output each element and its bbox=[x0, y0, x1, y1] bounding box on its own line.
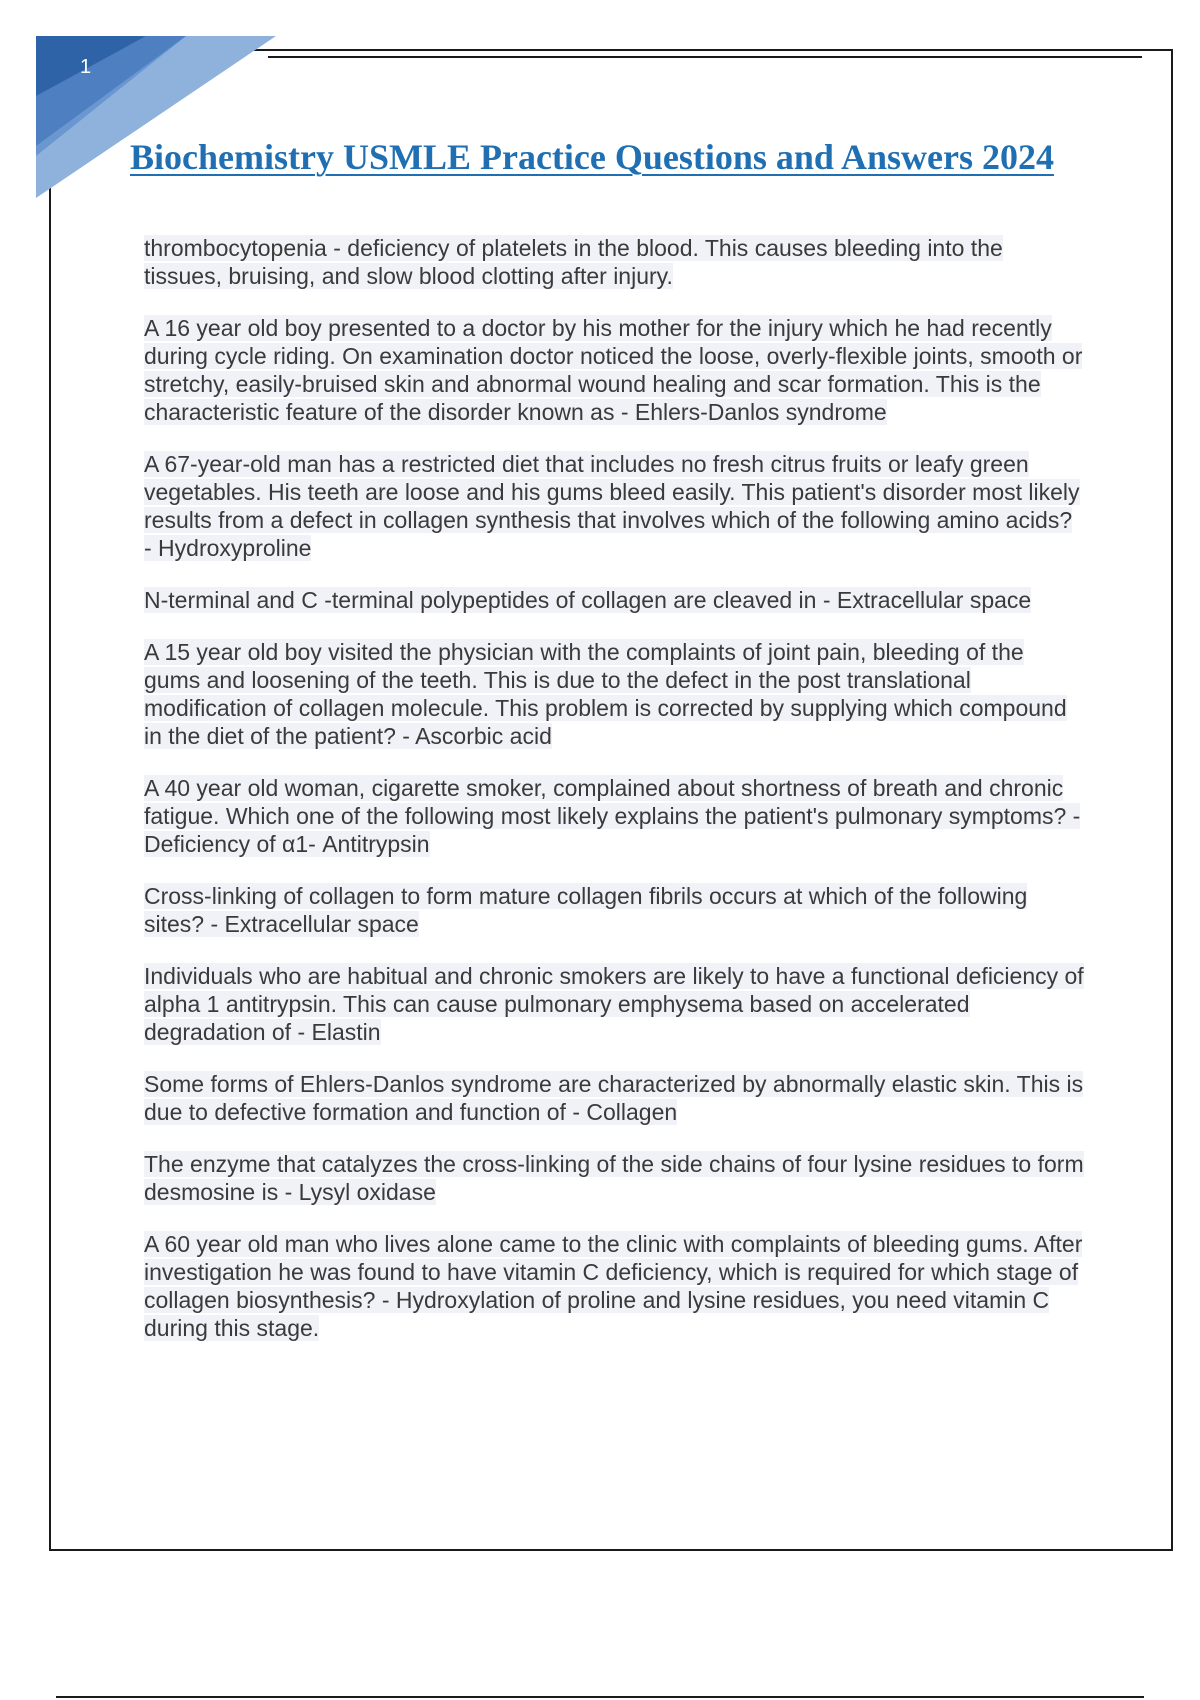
qa-item bbox=[144, 774, 1084, 858]
qa-item bbox=[144, 586, 1084, 614]
qa-text: N-terminal and C -terminal polypeptides of collagen are cleaved in - Extracellular space bbox=[144, 587, 1032, 613]
header-rule bbox=[268, 56, 1142, 58]
qa-text: A 16 year old boy presented to a doctor by his mother for the injury which he had recently during cycle riding. On examination doctor noticed the loose, overly-flexible joints, smooth or stretchy, easily-bruised skin and abnormal wound healing and scar formation. This is the characteristic feature of the disorder known as - Ehlers-Danlos syndrome bbox=[144, 315, 1083, 425]
qa-list bbox=[144, 234, 1084, 1366]
qa-text: A 67-year-old man has a restricted diet that includes no fresh citrus fruits or leafy green vegetables. His teeth are loose and his gums bleed easily. This patient's disorder most likely results from a defect in collagen synthesis that involves which of the following amino acids? - Hydroxyproline bbox=[144, 451, 1080, 561]
qa-item bbox=[144, 1070, 1084, 1126]
qa-item bbox=[144, 1230, 1084, 1342]
qa-item bbox=[144, 1150, 1084, 1206]
qa-item bbox=[144, 882, 1084, 938]
qa-text: Some forms of Ehlers-Danlos syndrome are characterized by abnormally elastic skin. This is due to defective formation and function of - Collagen bbox=[144, 1071, 1084, 1125]
qa-item bbox=[144, 314, 1084, 426]
qa-text: thrombocytopenia - deficiency of platelets in the blood. This causes bleeding into the tissues, bruising, and slow blood clotting after injury. bbox=[144, 235, 1003, 289]
qa-text: Cross-linking of collagen to form mature collagen fibrils occurs at which of the following sites? - Extracellular space bbox=[144, 883, 1028, 937]
page-title: Biochemistry USMLE Practice Questions and Answers 2024 bbox=[130, 137, 1054, 177]
qa-item bbox=[144, 638, 1084, 750]
page-number: 1 bbox=[80, 56, 92, 78]
qa-text: A 15 year old boy visited the physician with the complaints of joint pain, bleeding of the gums and loosening of the teeth. This is due to the defect in the post translational modification of collagen molecule. This problem is corrected by supplying which compound in the diet of the patient? - Ascorbic acid bbox=[144, 639, 1067, 749]
qa-text: A 40 year old woman, cigarette smoker, complained about shortness of breath and chronic fatigue. Which one of the following most likely explains the patient's pulmonary symptoms? - Deficiency of α1- Antitrypsin bbox=[144, 775, 1081, 857]
footer-rule bbox=[56, 1696, 1144, 1698]
qa-text: The enzyme that catalyzes the cross-linking of the side chains of four lysine residues to form desmosine is - Lysyl oxidase bbox=[144, 1151, 1084, 1205]
qa-text: Individuals who are habitual and chronic smokers are likely to have a functional deficiency of alpha 1 antitrypsin. This can cause pulmonary emphysema based on accelerated degradation of - Elastin bbox=[144, 963, 1084, 1045]
qa-text: A 60 year old man who lives alone came to the clinic with complaints of bleeding gums. After investigation he was found to have vitamin C deficiency, which is required for which stage of collagen biosynthesis? - Hydroxylation of proline and lysine residues, you need vitamin C during this stage. bbox=[144, 1231, 1083, 1341]
qa-item bbox=[144, 450, 1084, 562]
qa-item bbox=[144, 962, 1084, 1046]
qa-item bbox=[144, 234, 1084, 290]
